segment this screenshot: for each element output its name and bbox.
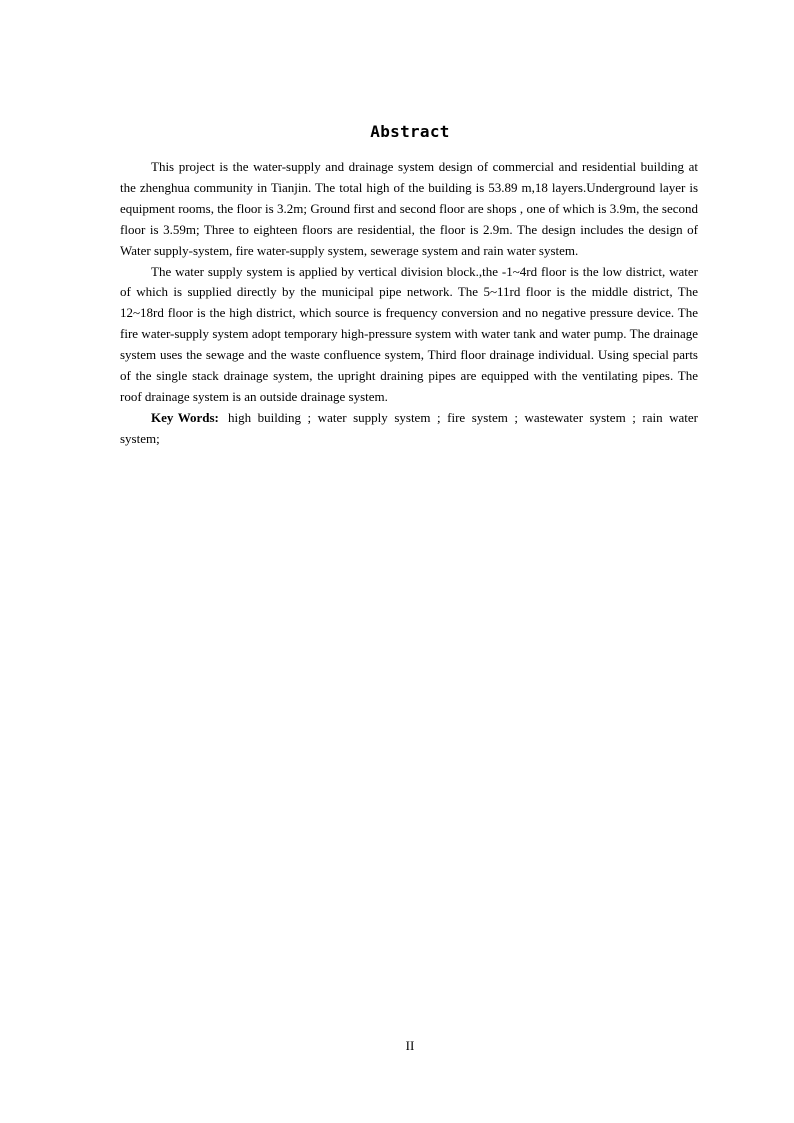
- keywords-paragraph: [120, 408, 698, 450]
- abstract-paragraph-2: The water supply system is applied by vertical division block.,the -1~4rd floor is the low district, water of which is supplied directly by the municipal pipe network. The 5~11rd floor is the middle district, The 12~18rd floor is the high district, which source is frequency conversion and no negative pressure device. The fire water-supply system adopt temporary high-pressure system with water tank and water pump. The drainage system uses the sewage and the waste confluence system, Third floor drainage individual. Using special parts of the single stack drainage system, the upright draining pipes are equipped with the ventilating pipes. The roof drainage system is an outside drainage system.: [120, 263, 698, 404]
- abstract-body: [120, 157, 698, 450]
- abstract-paragraph-1: This project is the water-supply and drainage system design of commercial and residential building at the zhenghua community in Tianjin. The total high of the building is 53.89 m,18 layers.Underground layer is equipment rooms, the floor is 3.2m; Ground first and second floor are shops , one of which is 3.9m, the second floor is 3.59m; Three to eighteen floors are residential, the floor is 2.9m. The design includes the design of Water supply-system, fire water-supply system, sewerage system and rain water system.: [120, 159, 698, 258]
- keywords-label: Key Words:: [151, 409, 219, 425]
- abstract-title: Abstract: [370, 122, 450, 141]
- page-number: II: [405, 1038, 415, 1053]
- keywords-text: high building ; water supply system ; fire system ; wastewater system ; rain water system;: [120, 409, 699, 446]
